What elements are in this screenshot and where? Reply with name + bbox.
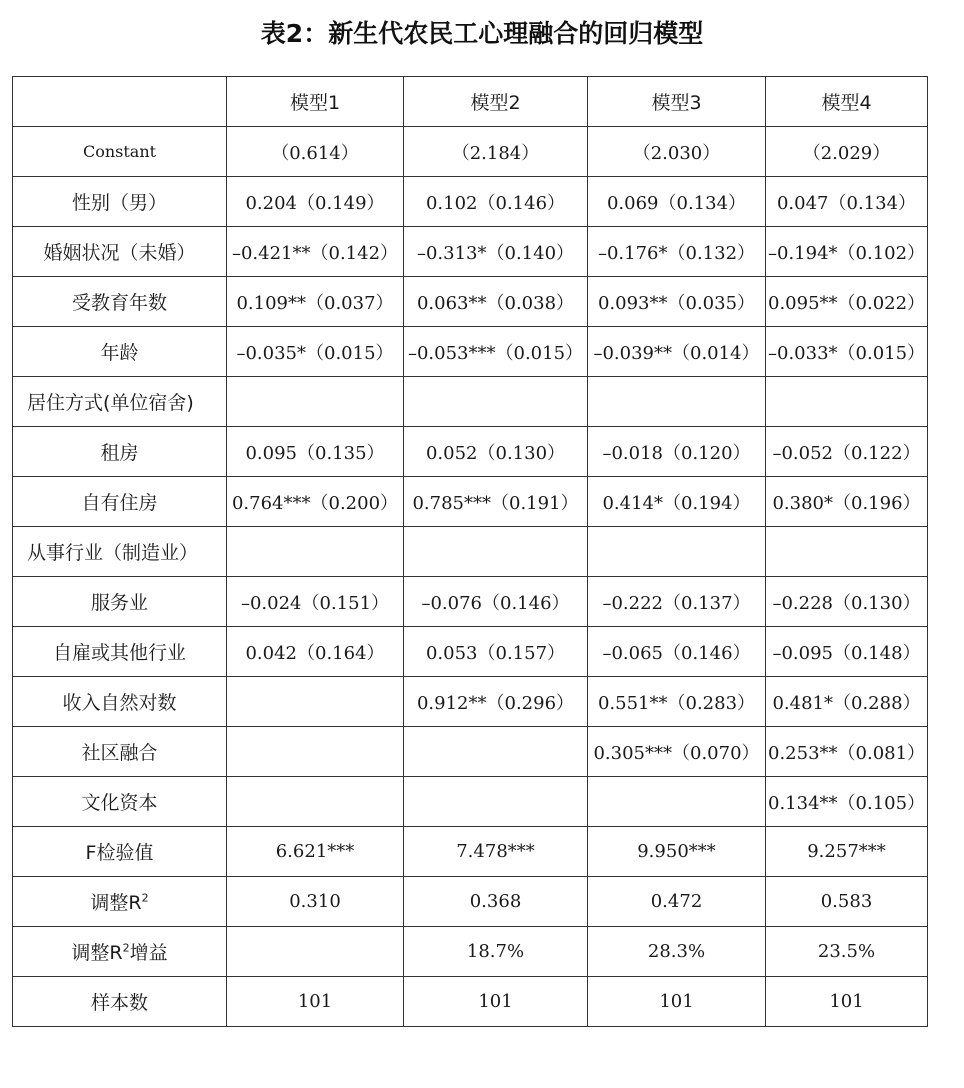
- table-row: [13, 227, 928, 277]
- table-row: [13, 977, 928, 1027]
- value-cell: 0.095（0.135）: [227, 427, 404, 477]
- value-cell: 18.7%: [404, 927, 588, 977]
- table-row: [13, 127, 928, 177]
- row-label: 收入自然对数: [13, 677, 227, 727]
- value-cell: –0.053***（0.015）: [404, 327, 588, 377]
- value-cell: –0.222（0.137）: [588, 577, 766, 627]
- value-cell: [404, 727, 588, 777]
- row-label: 年龄: [13, 327, 227, 377]
- value-cell: –0.228（0.130）: [766, 577, 928, 627]
- value-cell: 0.481*（0.288）: [766, 677, 928, 727]
- table-title: 表2：新生代农民工心理融合的回归模型: [260, 19, 704, 48]
- table-row: [13, 477, 928, 527]
- value-cell: [588, 377, 766, 427]
- value-cell: 0.069（0.134）: [588, 177, 766, 227]
- row-label: [13, 927, 227, 977]
- value-cell: 28.3%: [588, 927, 766, 977]
- value-cell: 101: [227, 977, 404, 1027]
- value-cell: 0.583: [766, 877, 928, 927]
- value-cell: （2.029）: [766, 127, 928, 177]
- value-cell: 9.950***: [588, 827, 766, 877]
- value-cell: 0.134**（0.105）: [766, 777, 928, 827]
- value-cell: 0.095**（0.022）: [766, 277, 928, 327]
- value-cell: –0.194*（0.102）: [766, 227, 928, 277]
- value-cell: [227, 677, 404, 727]
- row-label: [13, 877, 227, 927]
- row-label: 性别（男）: [13, 177, 227, 227]
- table-row: [13, 827, 928, 877]
- value-cell: 6.621***: [227, 827, 404, 877]
- superscript-2: 2: [141, 891, 149, 905]
- value-cell: 0.414*（0.194）: [588, 477, 766, 527]
- value-cell: –0.076（0.146）: [404, 577, 588, 627]
- value-cell: 9.257***: [766, 827, 928, 877]
- row-label: 服务业: [13, 577, 227, 627]
- value-cell: –0.065（0.146）: [588, 627, 766, 677]
- table-body: [13, 77, 928, 1027]
- value-cell: 0.047（0.134）: [766, 177, 928, 227]
- value-cell: 0.093**（0.035）: [588, 277, 766, 327]
- table-row: [13, 627, 928, 677]
- value-cell: –0.313*（0.140）: [404, 227, 588, 277]
- table-row: [13, 427, 928, 477]
- row-label: 社区融合: [13, 727, 227, 777]
- header-cell-model-2: 模型2: [404, 77, 588, 127]
- value-cell: 0.063**（0.038）: [404, 277, 588, 327]
- value-cell: –0.095（0.148）: [766, 627, 928, 677]
- value-cell: 0.912**（0.296）: [404, 677, 588, 727]
- row-label: Constant: [13, 127, 227, 177]
- value-cell: [588, 777, 766, 827]
- value-cell: （2.184）: [404, 127, 588, 177]
- value-cell: 101: [588, 977, 766, 1027]
- row-label-suffix: 增益: [129, 942, 168, 964]
- row-label: 受教育年数: [13, 277, 227, 327]
- table-row: [13, 927, 928, 977]
- header-corner-cell: [13, 77, 227, 127]
- row-label: 从事行业（制造业）: [13, 527, 227, 577]
- regression-table: [12, 76, 928, 1027]
- value-cell: 0.204（0.149）: [227, 177, 404, 227]
- table-row: [13, 877, 928, 927]
- value-cell: 0.785***（0.191）: [404, 477, 588, 527]
- header-cell-model-4: 模型4: [766, 77, 928, 127]
- value-cell: [227, 777, 404, 827]
- superscript-2: 2: [122, 941, 130, 955]
- value-cell: 23.5%: [766, 927, 928, 977]
- value-cell: 0.551**（0.283）: [588, 677, 766, 727]
- row-label: F检验值: [13, 827, 227, 877]
- value-cell: 0.053（0.157）: [404, 627, 588, 677]
- row-label: 自雇或其他行业: [13, 627, 227, 677]
- value-cell: –0.033*（0.015）: [766, 327, 928, 377]
- value-cell: –0.024（0.151）: [227, 577, 404, 627]
- row-label-text: 调整R: [90, 892, 142, 914]
- value-cell: 0.305***（0.070）: [588, 727, 766, 777]
- table-row: [13, 777, 928, 827]
- value-cell: （0.614）: [227, 127, 404, 177]
- value-cell: –0.176*（0.132）: [588, 227, 766, 277]
- table-row: [13, 377, 928, 427]
- table-row: [13, 577, 928, 627]
- row-label: 文化资本: [13, 777, 227, 827]
- table-row: [13, 177, 928, 227]
- value-cell: 0.368: [404, 877, 588, 927]
- table-row: [13, 727, 928, 777]
- value-cell: 0.472: [588, 877, 766, 927]
- row-label: 租房: [13, 427, 227, 477]
- value-cell: –0.039**（0.014）: [588, 327, 766, 377]
- value-cell: [404, 527, 588, 577]
- value-cell: –0.052（0.122）: [766, 427, 928, 477]
- value-cell: 0.253**（0.081）: [766, 727, 928, 777]
- header-row: [13, 77, 928, 127]
- value-cell: [227, 727, 404, 777]
- value-cell: 0.042（0.164）: [227, 627, 404, 677]
- value-cell: 101: [766, 977, 928, 1027]
- value-cell: [404, 377, 588, 427]
- value-cell: 0.380*（0.196）: [766, 477, 928, 527]
- value-cell: [588, 527, 766, 577]
- row-label: 婚姻状况（未婚）: [13, 227, 227, 277]
- table-row: [13, 327, 928, 377]
- value-cell: （2.030）: [588, 127, 766, 177]
- row-label: 自有住房: [13, 477, 227, 527]
- value-cell: [227, 377, 404, 427]
- value-cell: [404, 777, 588, 827]
- value-cell: 7.478***: [404, 827, 588, 877]
- table-row: [13, 277, 928, 327]
- value-cell: 0.764***（0.200）: [227, 477, 404, 527]
- header-cell-model-3: 模型3: [588, 77, 766, 127]
- row-label: 样本数: [13, 977, 227, 1027]
- value-cell: 0.102（0.146）: [404, 177, 588, 227]
- value-cell: 101: [404, 977, 588, 1027]
- header-cell-model-1: 模型1: [227, 77, 404, 127]
- value-cell: 0.052（0.130）: [404, 427, 588, 477]
- table-row: [13, 677, 928, 727]
- value-cell: –0.421**（0.142）: [227, 227, 404, 277]
- value-cell: 0.109**（0.037）: [227, 277, 404, 327]
- row-label: 居住方式(单位宿舍): [13, 377, 227, 427]
- value-cell: [227, 527, 404, 577]
- value-cell: [766, 527, 928, 577]
- value-cell: –0.018（0.120）: [588, 427, 766, 477]
- value-cell: [227, 927, 404, 977]
- row-label-text: 调整R: [71, 942, 123, 964]
- value-cell: [766, 377, 928, 427]
- value-cell: –0.035*（0.015）: [227, 327, 404, 377]
- value-cell: 0.310: [227, 877, 404, 927]
- table-row: [13, 527, 928, 577]
